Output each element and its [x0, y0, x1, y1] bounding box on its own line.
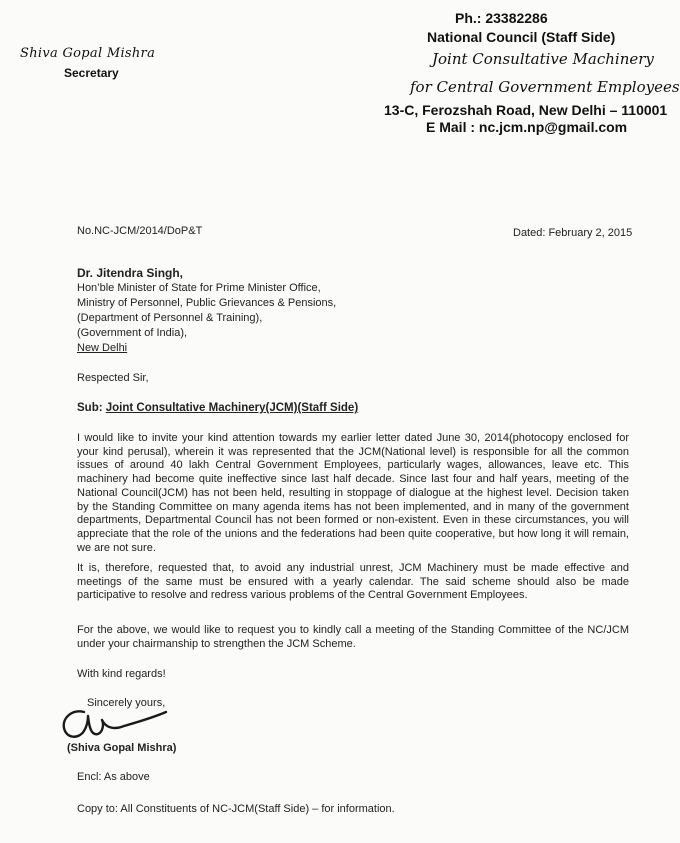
- handwritten-signature: [58, 700, 168, 744]
- closing-regards: With kind regards!: [77, 668, 166, 680]
- signatory-name: (Shiva Gopal Mishra): [67, 742, 177, 754]
- letterhead-council: National Council (Staff Side): [427, 29, 616, 45]
- sender-name: Shiva Gopal Mishra: [20, 46, 156, 61]
- body-paragraph-2: It is, therefore, requested that, to avoid any industrial unrest, JCM Machinery must be made effective and meetings of the same must be ensured with a yearly calendar. The said scheme should also be made participative to resolve and redress various problems of the Central Government Employees.: [77, 562, 629, 602]
- salutation: Respected Sir,: [77, 372, 149, 384]
- letterhead-address: 13-C, Ferozshah Road, New Delhi – 110001: [384, 102, 668, 118]
- letterhead-org-line2: for Central Government Employees: [410, 78, 680, 96]
- addressee-line: Hon’ble Minister of State for Prime Minister Office,: [77, 282, 321, 294]
- addressee-line: (Department of Personnel & Training),: [77, 312, 263, 324]
- addressee-block: [77, 266, 336, 356]
- addressee-city: New Delhi: [77, 342, 128, 354]
- addressee-line: (Government of India),: [77, 327, 188, 339]
- letter-date: Dated: February 2, 2015: [513, 227, 633, 239]
- body-paragraph-3: For the above, we would like to request you to kindly call a meeting of the Standing Committee of the NC/JCM under your chairmanship to strengthen the JCM Scheme.: [77, 624, 629, 650]
- addressee-line: Ministry of Personnel, Public Grievances & Pensions,: [77, 297, 337, 309]
- subject-line: [77, 402, 358, 414]
- addressee-name: Dr. Jitendra Singh,: [77, 266, 184, 280]
- letterhead-org-line1: Joint Consultative Machinery: [432, 50, 654, 68]
- subject-text: Joint Consultative Machinery(JCM)(Staff Side): [105, 402, 359, 414]
- enclosure-note: Encl: As above: [77, 771, 150, 783]
- letterhead-email: E Mail : nc.jcm.np@gmail.com: [426, 119, 628, 135]
- subject-label: Sub:: [77, 402, 103, 414]
- letterhead-phone: Ph.: 23382286: [455, 10, 548, 26]
- body-paragraph-1: I would like to invite your kind attention towards my earlier letter dated June 30, 2014(photocopy enclosed for your kind perusal), wherein it was represented that the JCM(National level) is responsible for all the common issues of around 40 lakh Central Government Employees, particularly wages, allowances, leave etc. This machinery had become quite ineffective since last half decade. Since last four and half years, meeting of the National Council(JCM) has not been held, resulting in stoppage of dialogue at the highest level. Decision taken by the Standing Committee on many agenda items has not been implemented, and in many of the government departments, Departmental Council has not been formed or non-existent. Even in these circumstances, you will appreciate that the role of the unions and the federations had been quite cooperative, but how long it will remain, we are not sure.: [77, 432, 629, 554]
- sender-title: Secretary: [64, 66, 119, 80]
- reference-number: No.NC-JCM/2014/DoP&T: [77, 225, 203, 237]
- closing-sincerely: Sincerely yours,: [87, 697, 166, 709]
- copy-to-line: Copy to: All Constituents of NC-JCM(Staff Side) – for information.: [77, 803, 395, 815]
